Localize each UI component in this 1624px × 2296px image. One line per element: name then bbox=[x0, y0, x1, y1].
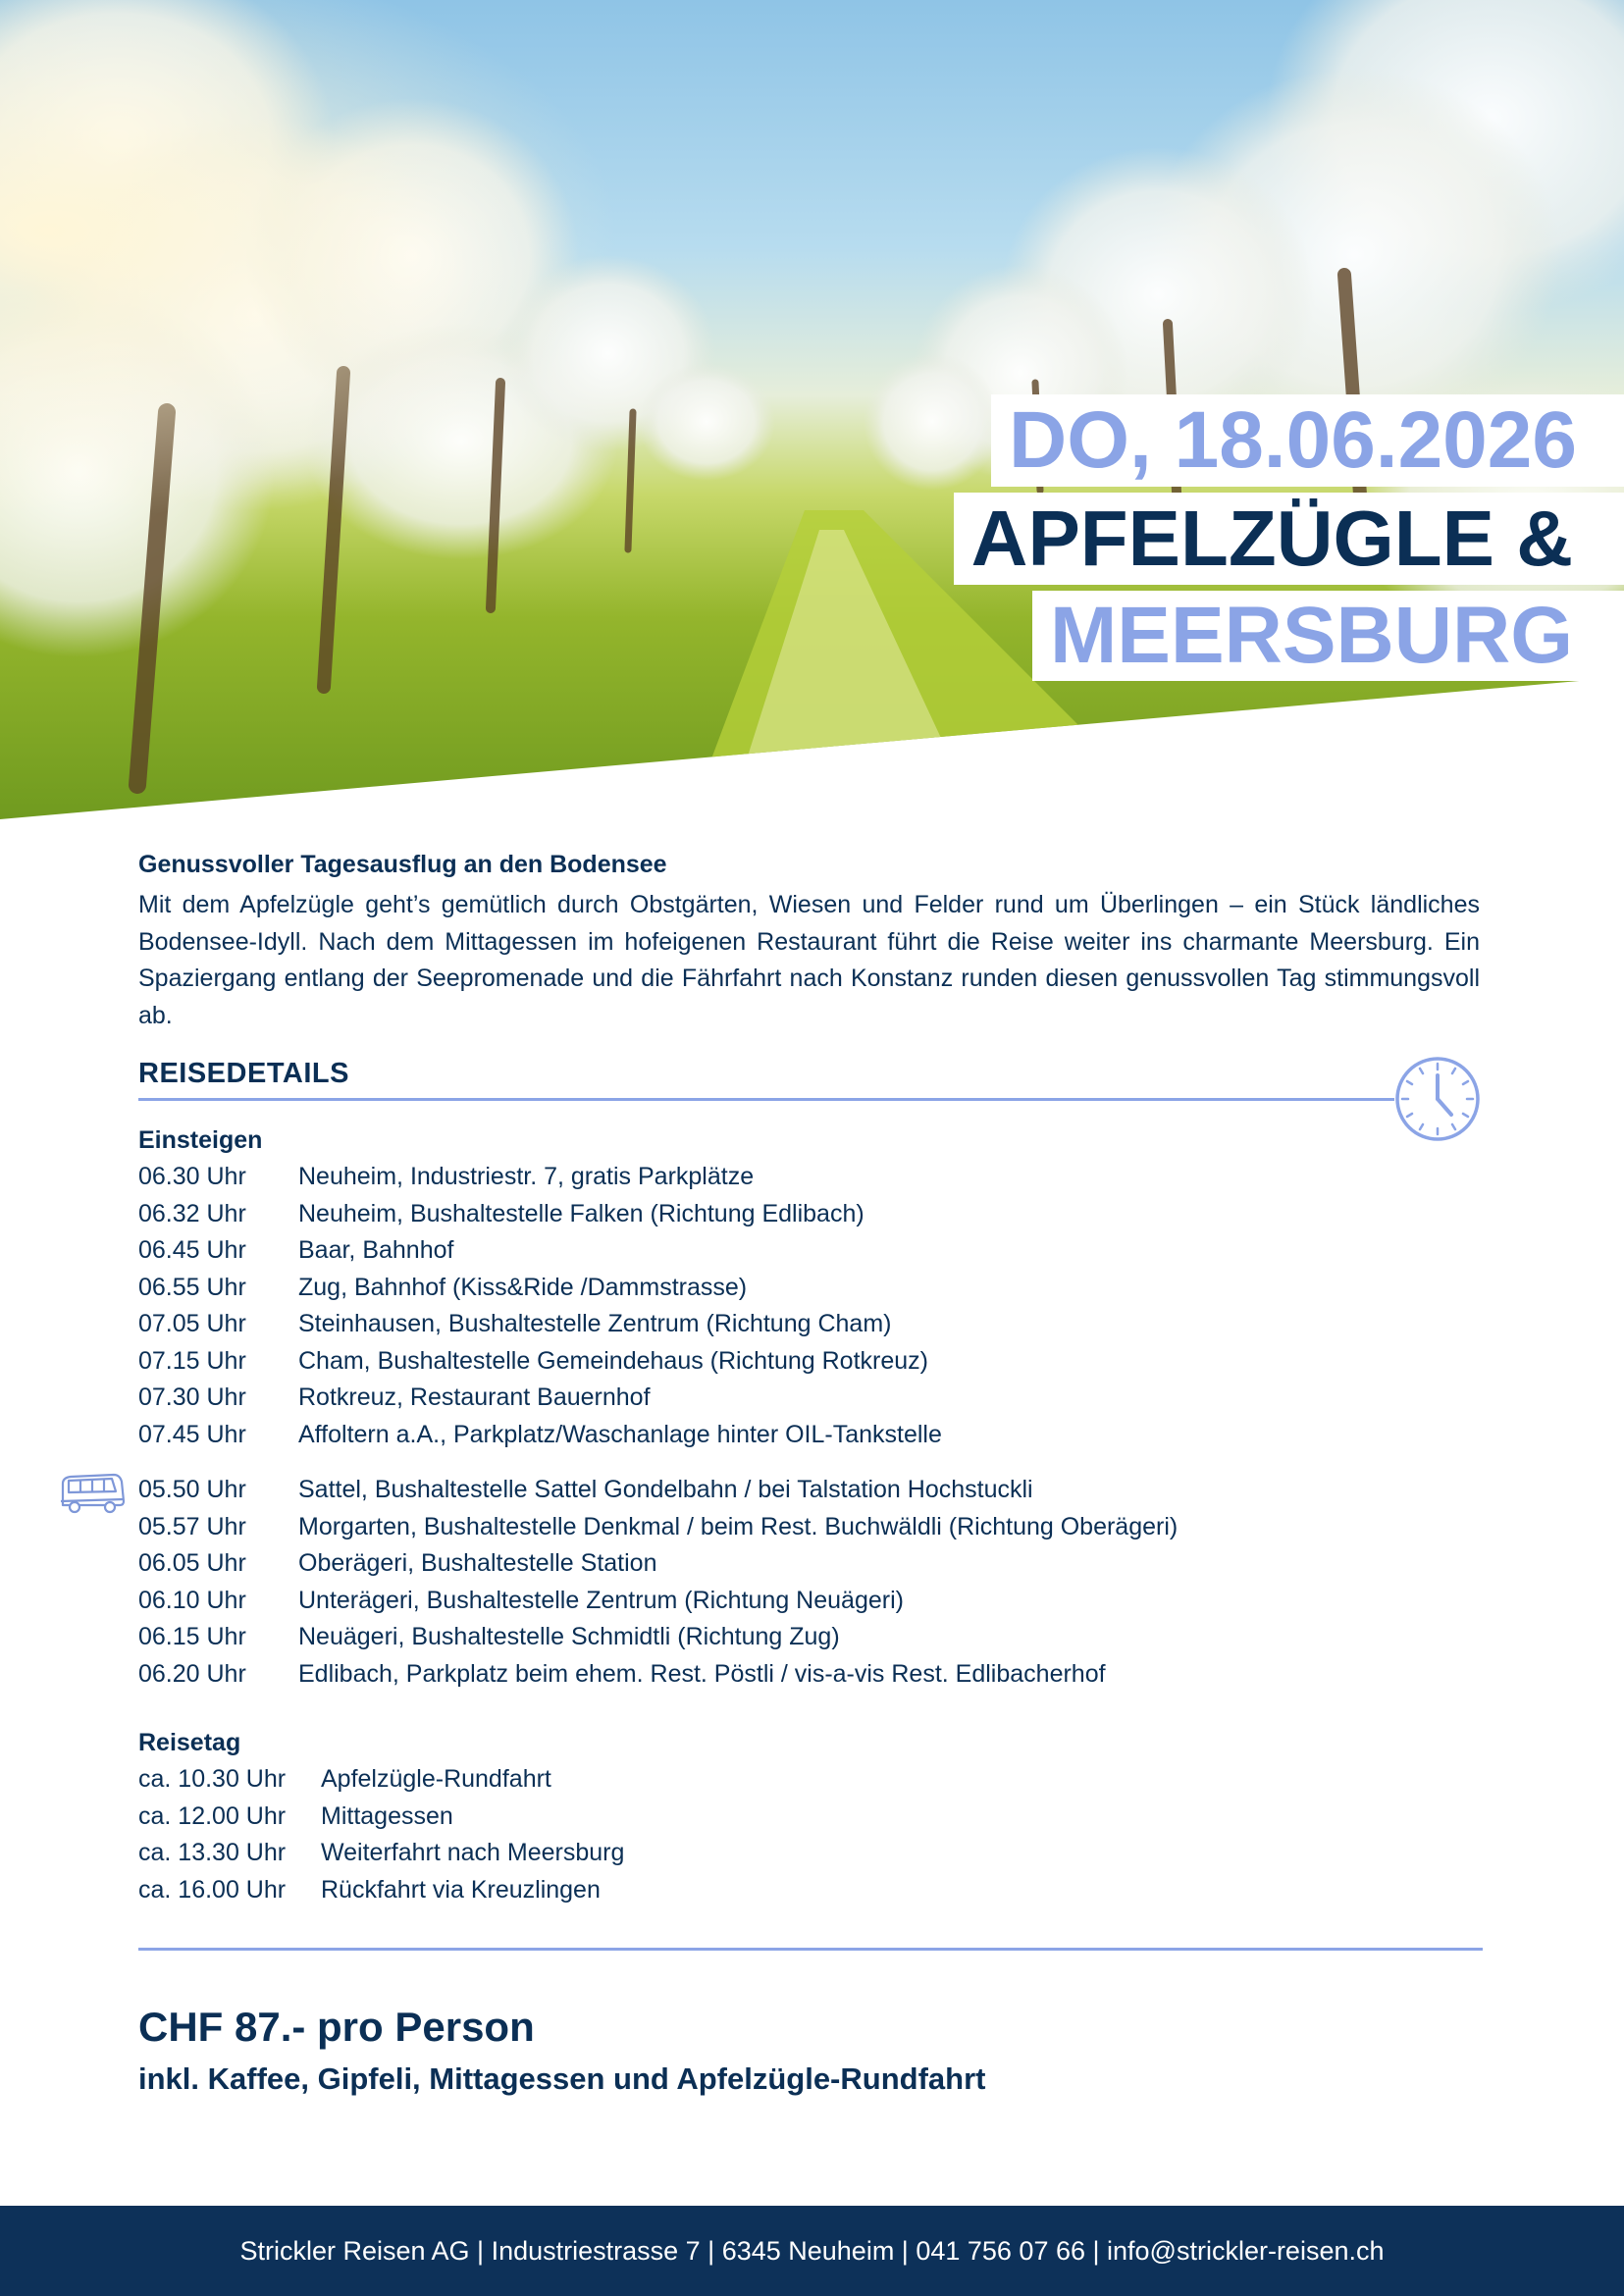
list-item: 06.20 Uhr Edlibach, Parkplatz beim ehem. Rest. Pöstli / vis-a-vis Rest. Edlibacherhof bbox=[138, 1659, 1106, 1688]
list-item: 06.55 Uhr Zug, Bahnhof (Kiss&Ride /Dammstrasse) bbox=[138, 1273, 748, 1301]
trip-title-line2: MEERSBURG bbox=[1032, 591, 1624, 681]
clock-icon bbox=[1392, 1054, 1483, 1144]
list-item: ca. 16.00 Uhr Rückfahrt via Kreuzlingen bbox=[138, 1875, 601, 1904]
list-item: 07.45 Uhr Affoltern a.A., Parkplatz/Waschanlage hinter OIL-Tankstelle bbox=[138, 1420, 942, 1448]
list-item: ca. 10.30 Uhr Apfelzügle-Rundfahrt bbox=[138, 1765, 551, 1793]
list-item: 05.57 Uhr Morgarten, Bushaltestelle Denkmal / beim Rest. Buchwäldli (Richtung Oberägeri) bbox=[138, 1512, 1179, 1540]
intro-title: Genussvoller Tagesausflug an den Bodensee bbox=[138, 851, 667, 878]
intro-text: Mit dem Apfelzügle geht’s gemütlich durch Obstgärten, Wiesen und Felder rund um Überlingen – ein Stück ländliches Bodensee-Idyll. Nach dem Mittagessen im hofeigenen Restaurant führt die Reise weiter ins charmante Meersburg. Ein Spaziergang entlang der Seepromenade und die Fährfahrt nach Konstanz runden diesen genussvollen Tag stimmungsvoll ab. bbox=[138, 891, 1480, 1029]
list-item: 06.10 Uhr Unterägeri, Bushaltestelle Zentrum (Richtung Neuägeri) bbox=[138, 1586, 904, 1614]
list-item: 07.05 Uhr Steinhausen, Bushaltestelle Zentrum (Richtung Cham) bbox=[138, 1310, 892, 1337]
list-item: 06.05 Uhr Oberägeri, Bushaltestelle Station bbox=[138, 1549, 657, 1577]
intro-section bbox=[138, 846, 1480, 1034]
list-item: ca. 12.00 Uhr Mittagessen bbox=[138, 1801, 453, 1830]
price: CHF 87.- pro Person bbox=[138, 2004, 535, 2050]
travel-day-list bbox=[138, 1725, 624, 1908]
list-item: 07.30 Uhr Rotkreuz, Restaurant Bauernhof bbox=[138, 1383, 651, 1411]
trip-date: DO, 18.06.2026 bbox=[991, 394, 1624, 487]
details-heading-bar bbox=[138, 1052, 1480, 1111]
list-item: 06.45 Uhr Baar, Bahnhof bbox=[138, 1236, 454, 1264]
travel-day-title: Reisetag bbox=[138, 1729, 241, 1756]
list-item: 05.50 Uhr Sattel, Bushaltestelle Sattel Gondelbahn / bei Talstation Hochstuckli bbox=[138, 1476, 1033, 1503]
details-heading: REISEDETAILS bbox=[138, 1058, 349, 1089]
footer-contact: Strickler Reisen AG | Industriestrasse 7 | 6345 Neuheim | 041 756 07 66 | info@strickler-reisen.ch bbox=[239, 2235, 1385, 2266]
boarding-list-a bbox=[138, 1122, 942, 1453]
list-item: 06.15 Uhr Neuägeri, Bushaltestelle Schmidtli (Richtung Zug) bbox=[138, 1623, 840, 1650]
boarding-list-b bbox=[138, 1472, 1178, 1693]
list-item: 06.30 Uhr Neuheim, Industriestr. 7, gratis Parkplätze bbox=[138, 1163, 755, 1190]
price-includes: inkl. Kaffee, Gipfeli, Mittagessen und Apfelzügle-Rundfahrt bbox=[138, 2061, 986, 2096]
heading-divider bbox=[138, 1098, 1394, 1101]
section-divider bbox=[138, 1948, 1483, 1951]
trip-title-line1: APFELZÜGLE & bbox=[954, 493, 1624, 585]
list-item: 07.15 Uhr Cham, Bushaltestelle Gemeindehaus (Richtung Rotkreuz) bbox=[138, 1346, 928, 1375]
footer bbox=[0, 2206, 1624, 2296]
list-item: 06.32 Uhr Neuheim, Bushaltestelle Falken (Richtung Edlibach) bbox=[138, 1199, 864, 1227]
boarding-title: Einsteigen bbox=[138, 1126, 263, 1154]
bus-icon bbox=[59, 1472, 126, 1517]
list-item: ca. 13.30 Uhr Weiterfahrt nach Meersburg bbox=[138, 1839, 625, 1866]
